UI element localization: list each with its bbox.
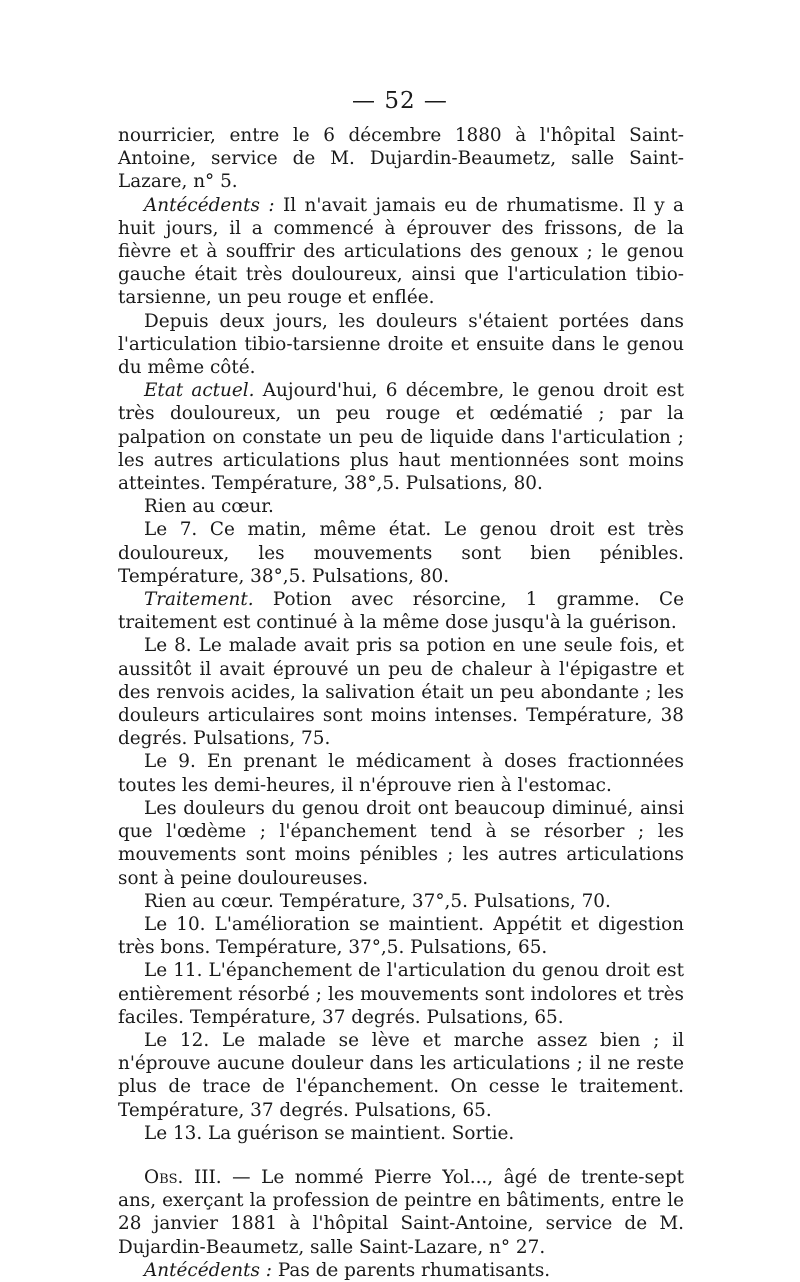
paragraph	[118, 634, 684, 750]
paragraph-text: Le 10. L'amélioration se maintient. Appétit et digestion très bons. Température, 37°,5. Pulsations, 65.	[118, 913, 684, 959]
paragraph-text: Potion avec résorcine, 1 gramme. Ce traitement est continué à la même dose jusqu'à la guérison.	[118, 589, 684, 634]
observation-label: Obs. III.	[144, 1166, 222, 1188]
paragraph-text: Le 11. L'épanchement de l'articulation du genou droit est entièrement résorbé ; les mouvements sont indolores et très faciles. Température, 37 degrés. Pulsations, 65.	[118, 960, 684, 1028]
page-number: — 52 —	[352, 88, 448, 114]
paragraph-lead: Traitement.	[144, 589, 254, 611]
paragraph	[118, 495, 684, 518]
paragraph-text: Depuis deux jours, les douleurs s'étaient portées dans l'articulation tibio-tarsienne droite et ensuite dans le genou du même côté.	[118, 310, 684, 379]
paragraph-lead: Etat actuel.	[144, 380, 255, 402]
paragraph	[118, 750, 684, 796]
paragraph-text: Rien au cœur. Température, 37°,5. Pulsations, 70.	[144, 890, 611, 912]
paragraph	[118, 959, 684, 1029]
paragraph-text: Le 8. Le malade avait pris sa potion en une seule fois, et aussitôt il avait éprouvé un peu de chaleur à l'épigastre et des renvois acides, la salivation était un peu abondante ; les douleurs articulaires sont moins intenses. Température, 38 degrés. Pulsations, 75.	[118, 635, 684, 750]
paragraph-text: Rien au cœur.	[144, 496, 274, 518]
paragraph	[118, 890, 684, 913]
paragraph-text: nourricier, entre le 6 décembre 1880 à l'hôpital Saint-Antoine, service de M. Dujardin-Beaumetz, salle Saint-Lazare, n° 5.	[118, 125, 684, 193]
paragraph-text: Les douleurs du genou droit ont beaucoup diminué, ainsi que l'œdème ; l'épanchement tend à se résorber ; les mouvements sont moins pénibles ; les autres articulations sont à peine douloureuses.	[118, 797, 684, 889]
paragraph-text: Pas de parents rhumatisants.	[277, 1259, 551, 1281]
paragraph	[118, 1029, 684, 1122]
paragraph-text: Il n'avait jamais eu de rhumatisme. Il y a huit jours, il a commencé à éprouver des frissons, de la fièvre et à souffrir des articulations des genoux ; le genou gauche était très douloureux, ainsi que l'articulation tibio-tarsienne, un peu rouge et enflée.	[118, 194, 684, 309]
paragraph	[118, 124, 684, 194]
paragraph-lead: Antécédents :	[144, 1259, 272, 1281]
paragraph-text: Le 7. Ce matin, même état. Le genou droit est très douloureux, les mouvements sont bien pénibles. Température, 38°,5. Pulsations, 80.	[118, 519, 684, 587]
paragraph-text: Le 9. En prenant le médicament à doses fractionnées toutes les demi-heures, il n'éprouve rien à l'estomac.	[118, 751, 684, 796]
observation-paragraph	[118, 1166, 684, 1259]
paragraph	[118, 194, 684, 310]
observation-text: — Le nommé Pierre Yol..., âgé de trente-sept ans, exerçant la profession de peintre en bâtiments, entre le 28 janvier 1881 à l'hôpital Saint-Antoine, service de M. Dujardin-Beaumetz, salle Saint-Lazare, n° 27.	[118, 1166, 684, 1258]
paragraph	[118, 1259, 684, 1282]
paragraph	[118, 379, 684, 495]
paragraph-text: Le 12. Le malade se lève et marche assez bien ; il n'éprouve aucune douleur dans les articulations ; il ne reste plus de trace de l'épanchement. On cesse le traitement. Température, 37 degrés. Pulsations, 65.	[118, 1029, 684, 1121]
body-text	[118, 124, 684, 1282]
paragraph	[118, 588, 684, 634]
paragraph-text: Le 13. La guérison se maintient. Sortie.	[144, 1122, 515, 1144]
paragraph-text: Aujourd'hui, 6 décembre, le genou droit est très douloureux, un peu rouge et œdématié ; par la palpation on constate un peu de liquide dans l'articulation ; les autres articulations plus haut mentionnées sont moins atteintes. Température, 38°,5. Pulsations, 80.	[118, 380, 684, 495]
paragraph	[118, 310, 684, 380]
paragraph-lead: Antécédents :	[144, 194, 275, 216]
paragraph	[118, 797, 684, 890]
paragraph	[118, 913, 684, 959]
paragraph	[118, 518, 684, 588]
paragraph	[118, 1122, 684, 1145]
